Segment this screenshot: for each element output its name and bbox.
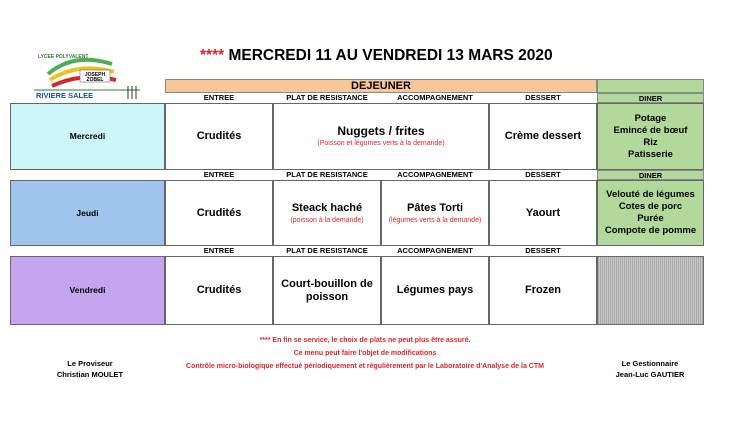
footer-note-2: Ce menu peut faire l'objet de modifications (293, 350, 437, 357)
signature-left-role: Le Proviseur (67, 359, 113, 368)
jeudi-entree: Crudités (165, 180, 273, 246)
col-header-accomp: ACCOMPAGNEMENT (397, 170, 473, 179)
title-stars: **** (200, 47, 225, 64)
jeudi-diner-item: Purée (637, 213, 664, 224)
page-title (200, 47, 600, 67)
mercredi-dessert: Crème dessert (489, 103, 597, 170)
col-header-dessert: DESSERT (525, 246, 561, 255)
col-header-dessert: DESSERT (525, 170, 561, 179)
mercredi-plat (273, 103, 489, 170)
vendredi-entree: Crudités (165, 256, 273, 325)
school-logo-graphic (34, 50, 140, 100)
signature-left (35, 358, 145, 380)
jeudi-dessert: Yaourt (489, 180, 597, 246)
col-header-entree: ENTREE (203, 170, 235, 179)
col-header-diner: DINER (597, 170, 704, 180)
logo-text-top: LYCEE POLYVALENT (38, 54, 89, 60)
jeudi-diner-item: Velouté de légumes (606, 189, 695, 200)
jeudi-accomp-note: (légumes verts à la demande) (388, 216, 482, 224)
mercredi-plat-text: Nuggets / frites (337, 124, 425, 138)
signature-right-role: Le Gestionnaire (621, 359, 679, 368)
signature-left-name: Christian MOULET (56, 370, 124, 379)
col-header-dessert: DESSERT (525, 93, 561, 102)
day-jeudi: Jeudi (10, 180, 165, 246)
mercredi-diner-item: Patisserie (628, 148, 673, 160)
mercredi-entree: Crudités (165, 103, 273, 170)
mercredi-plat-note: (Poisson et légumes verts à la demande) (317, 140, 445, 147)
jeudi-accomp (381, 180, 489, 246)
mercredi-diner (597, 103, 704, 170)
col-header-diner: DINER (597, 93, 704, 103)
title-text: MERCREDI 11 AU VENDREDI 13 MARS 2020 (228, 47, 553, 64)
col-header-accomp: ACCOMPAGNEMENT (397, 93, 473, 102)
signature-right (595, 358, 705, 380)
school-logo (34, 50, 140, 100)
vendredi-diner-empty (597, 256, 704, 325)
col-header-entree: ENTREE (203, 246, 235, 255)
mercredi-diner-item: Riz (643, 136, 658, 148)
jeudi-plat-text: Steack haché (291, 201, 363, 214)
col-header-plat: PLAT DE RESISTANCE (286, 93, 368, 102)
mercredi-diner-item: Potage (634, 112, 667, 124)
col-header-accomp: ACCOMPAGNEMENT (397, 246, 473, 255)
jeudi-plat (273, 180, 381, 246)
jeudi-diner-item: Cotes de porc (618, 201, 683, 212)
vendredi-plat: Court-bouillon de poisson (273, 256, 381, 325)
footer-note-1: **** En fin se service, le choix de plats ne peut plus être assuré. (259, 337, 471, 344)
vendredi-dessert: Frozen (489, 256, 597, 325)
jeudi-plat-note: (poisson à la demande) (290, 216, 364, 224)
diner-top-band (597, 79, 704, 93)
col-header-plat: PLAT DE RESISTANCE (286, 170, 368, 179)
logo-text-mid1: JOSEPH (84, 72, 106, 78)
col-header-entree: ENTREE (203, 93, 235, 102)
day-vendredi: Vendredi (10, 256, 165, 325)
jeudi-accomp-text: Pâtes Torti (406, 201, 464, 214)
signature-right-name: Jean-Luc GAUTIER (615, 370, 685, 379)
mercredi-diner-item: Emincé de bœuf (613, 124, 688, 136)
day-mercredi: Mercredi (10, 103, 165, 170)
jeudi-diner-item: Compote de pomme (604, 225, 697, 236)
col-header-plat: PLAT DE RESISTANCE (286, 246, 368, 255)
vendredi-accomp: Légumes pays (381, 256, 489, 325)
logo-text-mid2: ZOBEL (86, 77, 104, 83)
footer-note-3: Contrôle micro-biologique effectué périodiquement et régulièrement par le Laboratoire d'Analyse de la CTM (186, 363, 544, 370)
dejeuner-band: DEJEUNER (165, 79, 597, 93)
logo-text-bottom: RIVIERE SALEE (36, 91, 94, 100)
jeudi-diner (597, 180, 704, 246)
